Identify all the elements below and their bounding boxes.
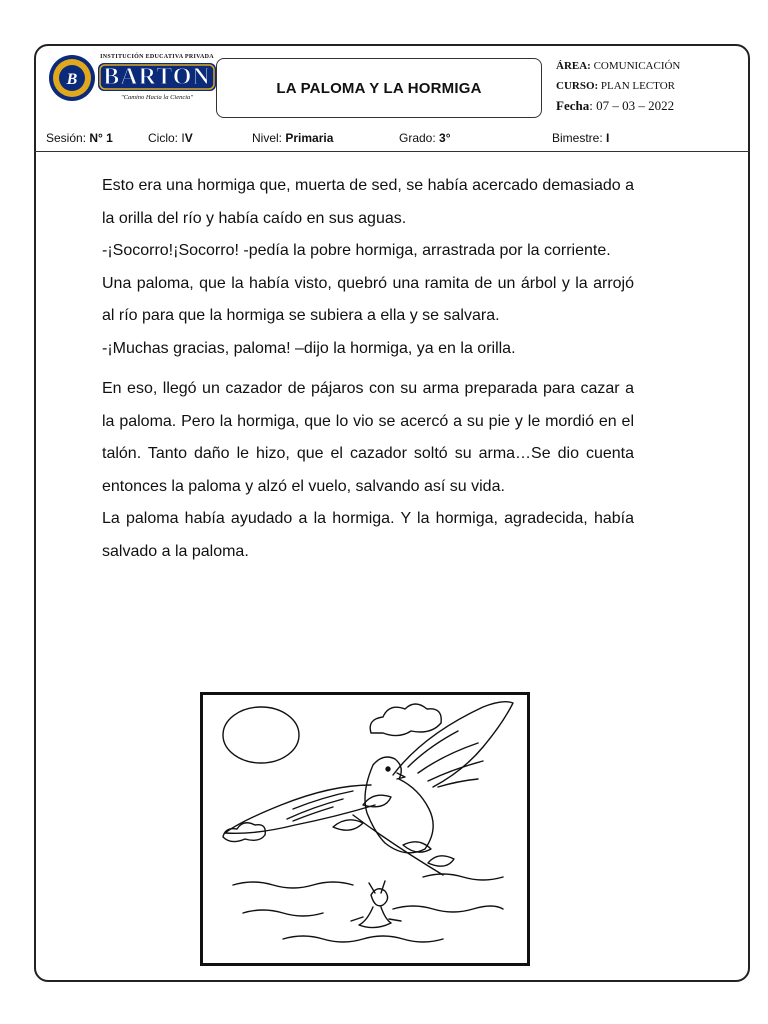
nivel-value: Primaria [285, 131, 334, 145]
grado-label: Grado: [399, 131, 440, 145]
ciclo-field [148, 131, 193, 145]
story-paragraph: La paloma había ayudado a la hormiga. Y la hormiga, agradecida, había salvado a la paloma. [102, 510, 634, 560]
fecha-label: Fecha [556, 98, 590, 113]
sesion-label: Sesión: [46, 131, 90, 145]
story-paragraph: Una paloma, que la había visto, quebró una ramita de un árbol y la arrojó al río para que la hormiga se subiera a ella y se salvara. [102, 274, 634, 324]
dove-and-ant-drawing [203, 695, 527, 963]
curso-value: PLAN LECTOR [600, 80, 675, 92]
story-text [102, 170, 634, 568]
story-illustration [200, 692, 530, 966]
bimestre-label: Bimestre: [552, 131, 607, 145]
water-waves-icon [233, 874, 503, 942]
area-line [556, 56, 746, 76]
course-meta [556, 56, 746, 116]
sesion-value: N° 1 [89, 131, 113, 145]
story-paragraph: En eso, llegó un cazador de pájaros con su arma preparada para cazar a la paloma. Pero la hormiga, que lo vio se acercó a su pie y le mordió en el talón. Tanto daño le hizo, que el cazador soltó su arma…Se dio cuenta entonces la paloma y alzó el vuelo, salvando así su vida. [102, 380, 634, 495]
school-logo [48, 54, 216, 106]
fecha-line [556, 96, 746, 116]
fecha-value: : 07 – 03 – 2022 [589, 98, 675, 113]
story-paragraph: -¡Muchas gracias, paloma! –dijo la hormiga, ya en la orilla. [102, 339, 516, 357]
area-value: COMUNICACIÓN [593, 60, 681, 72]
grado-field [399, 131, 451, 145]
sesion-field [46, 131, 113, 145]
ciclo-label: Ciclo: I [148, 131, 185, 145]
page-title: LA PALOMA Y LA HORMIGA [216, 58, 542, 118]
sun-icon [223, 707, 299, 763]
brand-name: BARTON [103, 63, 211, 90]
curso-line [556, 76, 746, 96]
ciclo-value: V [184, 131, 193, 145]
curso-label: CURSO: [556, 80, 599, 92]
area-label: ÁREA: [556, 60, 591, 72]
branch-icon [353, 815, 443, 875]
bimestre-value: I [606, 131, 610, 145]
dove-wing-icon [225, 785, 375, 833]
dove-wing-icon [393, 702, 513, 787]
svg-text:B: B [66, 71, 78, 88]
institution-line: INSTITUCIÓN EDUCATIVA PRIVADA [100, 54, 214, 60]
bimestre-field [552, 131, 609, 145]
nivel-field [252, 131, 333, 145]
story-paragraph: Esto era una hormiga que, muerta de sed, se había acercado demasiado a la orilla del río y había caído en sus aguas. [102, 177, 634, 227]
info-bar [34, 126, 750, 152]
grado-value: 3° [439, 131, 451, 145]
school-motto: "Camino Hacia la Ciencia" [120, 94, 194, 101]
story-paragraph: -¡Socorro!¡Socorro! -pedía la pobre hormiga, arrastrada por la corriente. [102, 242, 611, 259]
nivel-label: Nivel: [252, 131, 286, 145]
cloud-icon [370, 704, 441, 736]
